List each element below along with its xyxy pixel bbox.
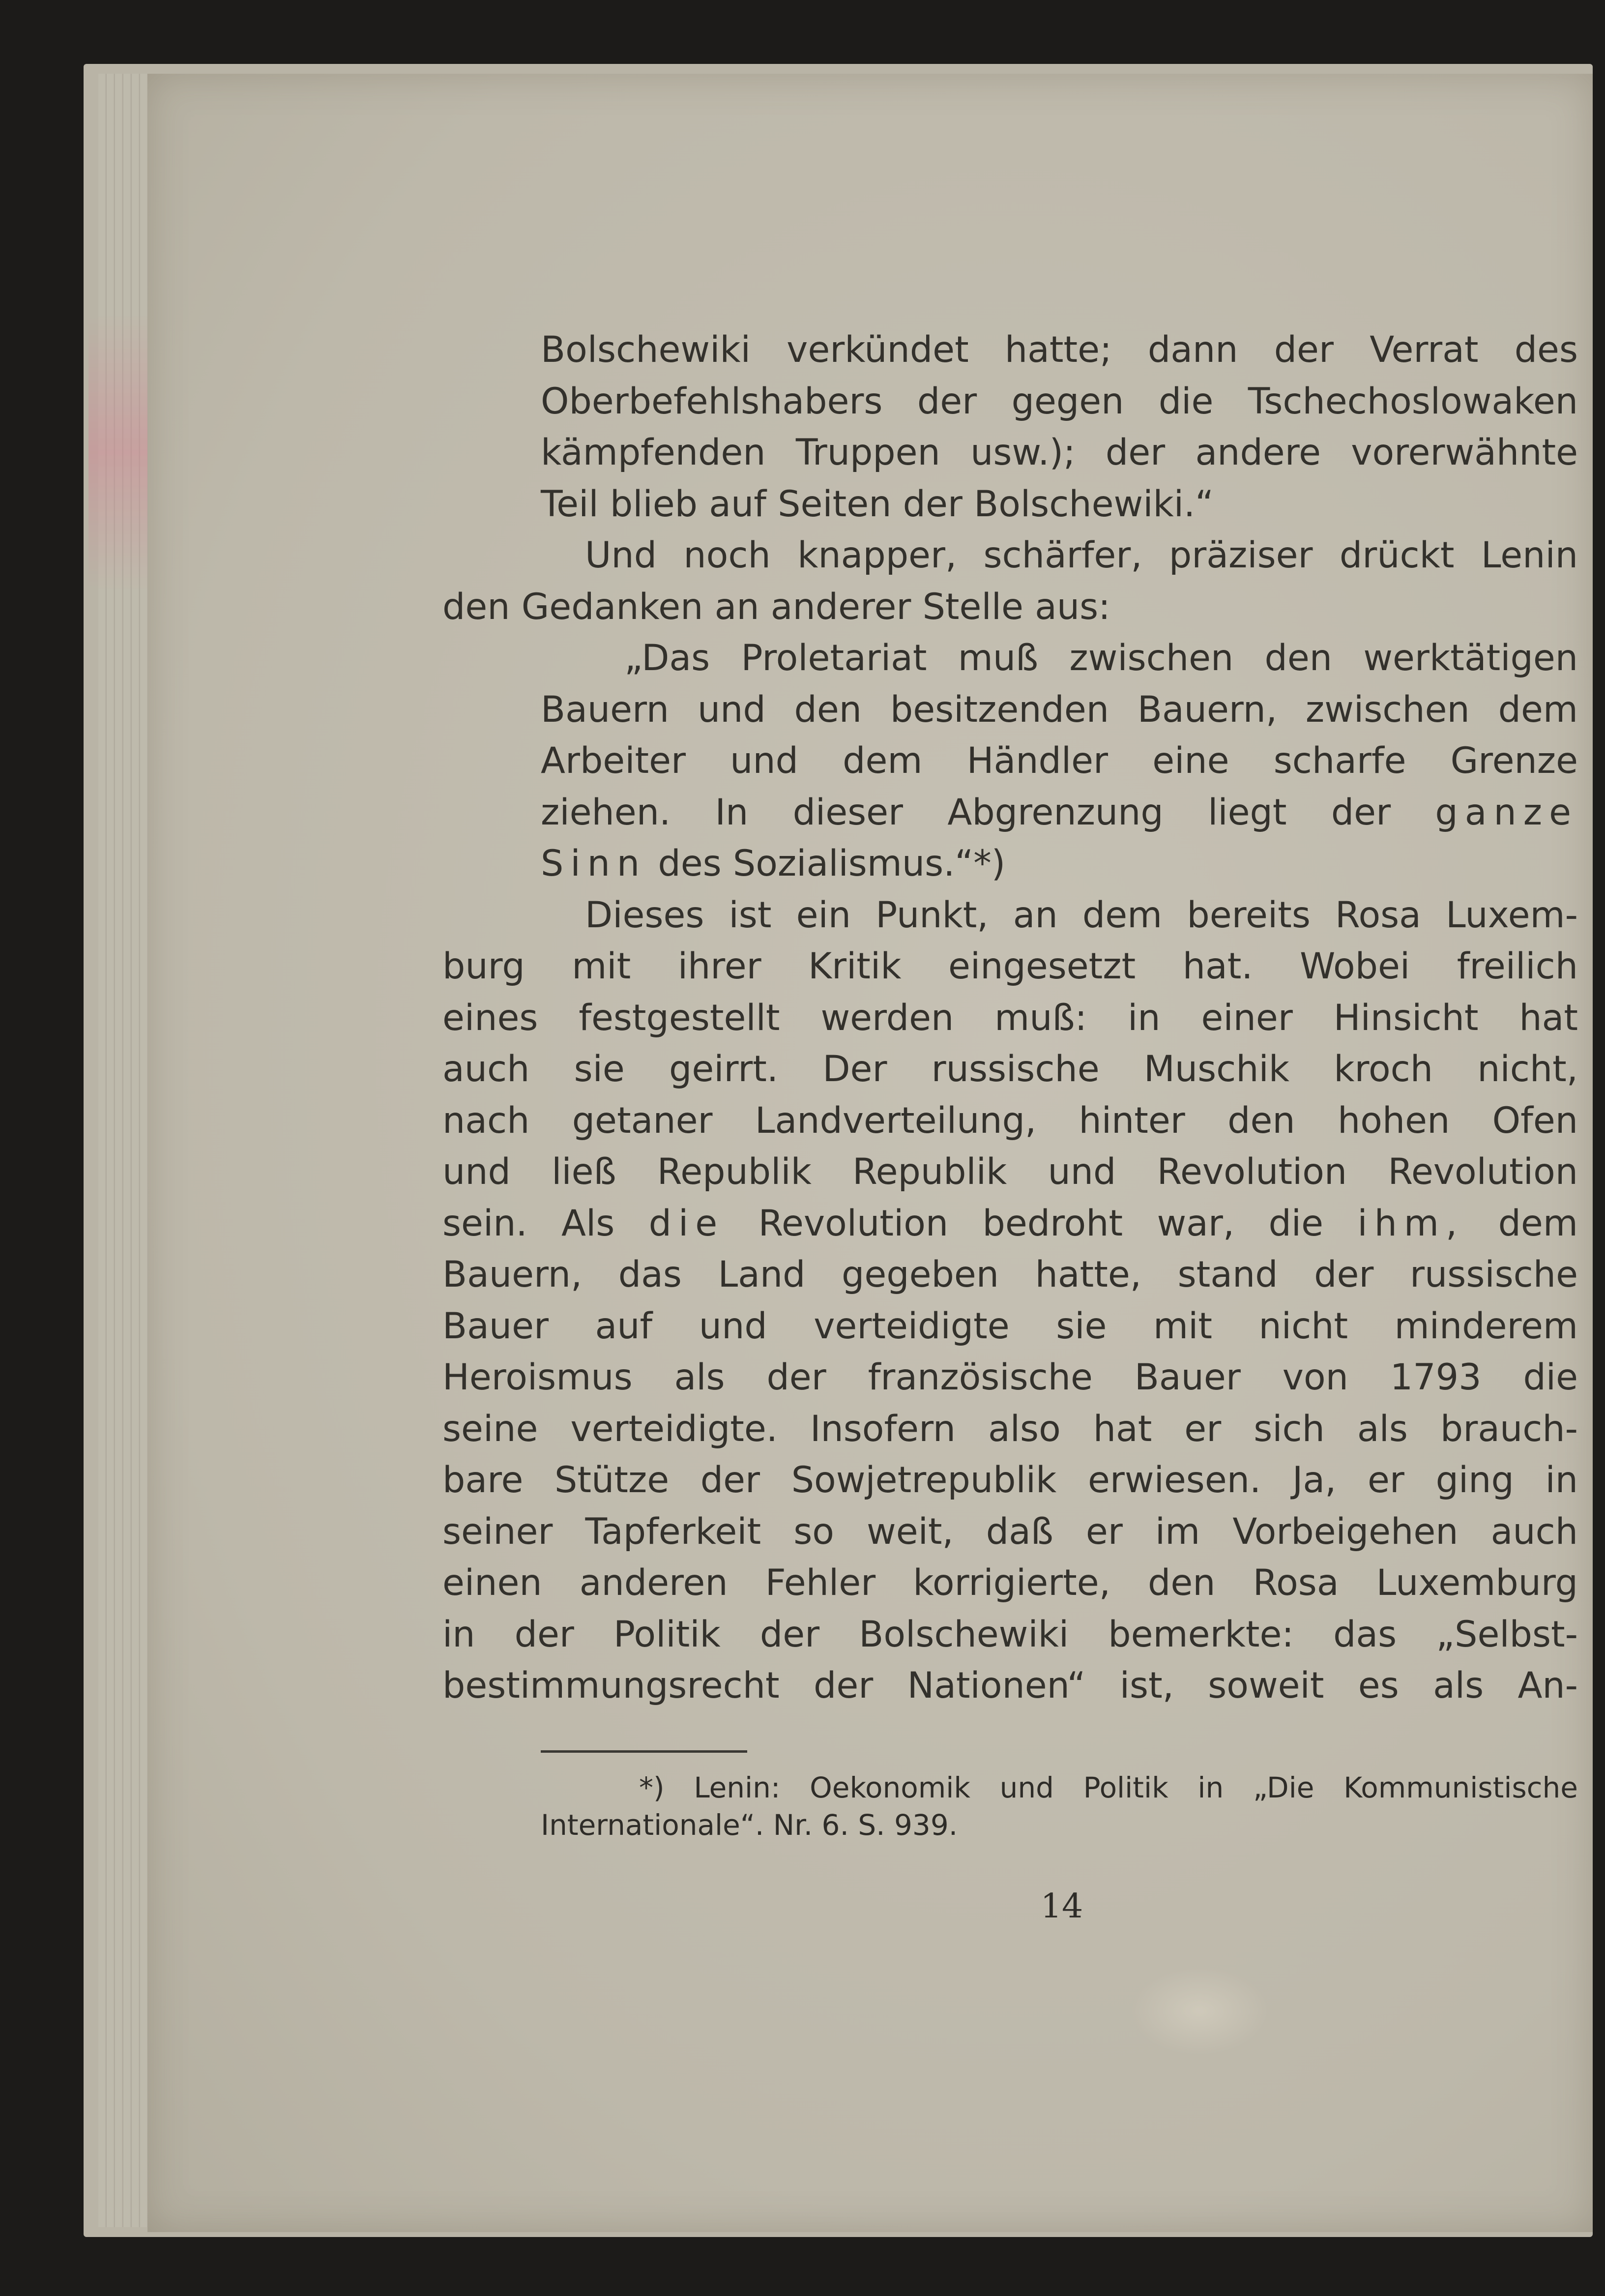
quote-line: Arbeiter und dem Händler eine scharfe Grenze [541,740,1578,782]
text-line: Oberbefehlshabers der gegen die Tschechoslowaken [541,380,1578,422]
footnote-line: Internationale“. Nr. 6. S. 939. [541,1808,958,1842]
text-line: burg mit ihrer Kritik eingesetzt hat. Wobei freilich [442,945,1578,987]
footnote-line: *) Lenin: Oekonomik und Politik in „Die Kommunistische [639,1771,1578,1804]
quote-line: Bauern und den besitzenden Bauern, zwischen dem [541,688,1578,731]
text-line: und ließ Republik Republik und Revolution Revolution [442,1151,1578,1193]
text-line: Heroismus als der französische Bauer von 1793 die [442,1356,1578,1398]
text-line: bare Stütze der Sowjetrepublik erwiesen. Ja, er ging in [442,1459,1578,1501]
text-line: den Gedanken an anderer Stelle aus: [442,586,1110,628]
text-line: seiner Tapferkeit so weit, daß er im Vorbeigehen auch [442,1510,1578,1553]
quote-line: „Das Proletariat muß zwischen den werktätigen [624,637,1578,679]
text-line: eines festgestellt werden muß: in einer Hinsicht hat [442,997,1578,1039]
paper-stain [1131,1967,1268,2055]
emphasis-text: ganze [1435,791,1578,833]
emphasis-text: Sinn [541,843,647,884]
text-line: einen anderen Fehler korrigierte, den Rosa Luxemburg [442,1562,1578,1604]
text-line: in der Politik der Bolschewiki bemerkte: das „Selbst- [442,1613,1578,1655]
text-segment: sein. Als [442,1202,615,1244]
quote-line [541,787,1578,839]
text-line: Bauern, das Land gegeben hatte, stand der russische [442,1254,1578,1295]
page-edge-stain [88,315,147,590]
text-line: seine verteidigte. Insofern also hat er sich als brauch- [442,1408,1578,1450]
text-line: Bauer auf und verteidigte sie mit nicht minderem [442,1305,1578,1347]
text-line: Und noch knapper, schärfer, präziser drückt Lenin [585,534,1578,576]
emphasis-text: ihm, [1357,1202,1464,1244]
text-line: nach getaner Landverteilung, hinter den hohen Ofen [442,1099,1578,1142]
page-number: 14 [1040,1887,1083,1926]
text-segment: Revolution bedroht war, die [758,1202,1323,1244]
text-segment: dem [1498,1202,1578,1244]
quote-text: des Sozialismus.“*) [658,843,1006,884]
text-line: auch sie geirrt. Der russische Muschik kroch nicht, [442,1048,1578,1090]
emphasis-text: die [648,1202,725,1244]
quote-text: ziehen. In dieser Abgrenzung liegt der [541,791,1391,833]
text-line: bestimmungsrecht der Nationen“ ist, soweit es als An- [442,1665,1578,1707]
quote-line [541,838,1578,890]
text-line [442,1198,1578,1250]
text-line: Bolschewiki verkündet hatte; dann der Verrat des [541,329,1578,371]
body-text [442,324,1578,1712]
footnote [541,1769,1578,1844]
text-line: kämpfenden Truppen usw.); der andere vorerwähnte [541,432,1578,473]
text-line: Dieses ist ein Punkt, an dem bereits Rosa Luxem- [585,894,1578,936]
footnote-divider [541,1750,747,1753]
text-line: Teil blieb auf Seiten der Bolschewiki.“ [541,483,1214,525]
